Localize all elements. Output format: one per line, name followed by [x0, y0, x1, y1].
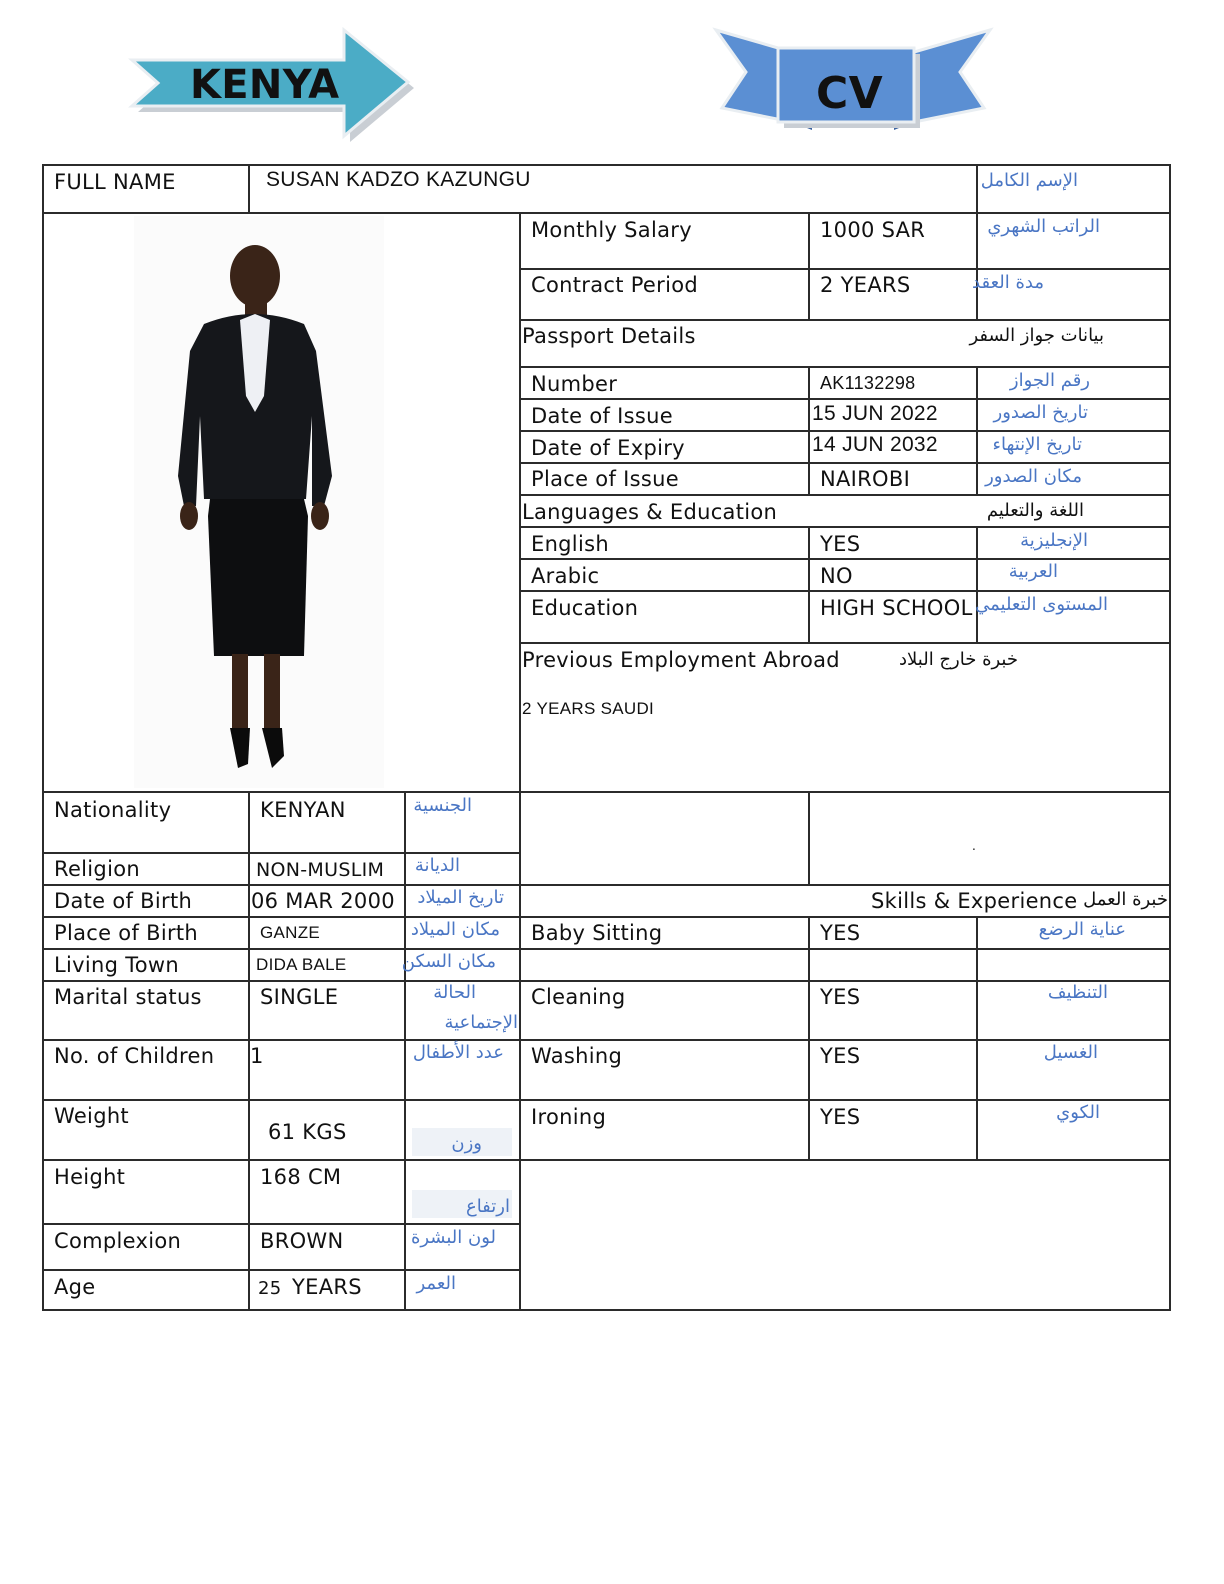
employment-value: 2 YEARS SAUDI — [522, 699, 655, 718]
monthly-salary-label: Monthly Salary — [531, 218, 692, 242]
contract-period-arabic: مدة العقد — [972, 272, 1044, 293]
english-label: English — [531, 532, 609, 556]
complexion-label: Complexion — [54, 1229, 182, 1253]
cv-ribbon-banner — [712, 26, 994, 136]
weight-label: Weight — [54, 1104, 129, 1128]
passport-number-label: Number — [531, 372, 618, 396]
marital-status-value: SINGLE — [260, 985, 339, 1009]
monthly-salary-value: 1000 SAR — [820, 218, 926, 242]
date-of-issue-label: Date of Issue — [531, 404, 673, 428]
full-name-label: FULL NAME — [54, 170, 176, 194]
english-value: YES — [820, 532, 861, 556]
weight-arabic: وزن — [451, 1133, 482, 1154]
cleaning-arabic: التنظيف — [1047, 982, 1108, 1003]
nationality-value: KENYAN — [260, 798, 346, 822]
languages-title: Languages & Education — [522, 500, 778, 524]
education-value: HIGH SCHOOL — [820, 596, 973, 620]
kenya-arrow-banner — [128, 26, 420, 146]
cv-banner-text: CV — [816, 68, 883, 119]
arabic-value: NO — [820, 564, 853, 588]
employment-title: Previous Employment Abroad — [522, 648, 840, 672]
ironing-label: Ironing — [531, 1105, 607, 1129]
children-value: 1 — [250, 1044, 264, 1068]
date-of-expiry-label: Date of Expiry — [531, 436, 685, 460]
baby-sitting-arabic: عناية الرضع — [1038, 919, 1126, 940]
complexion-value: BROWN — [260, 1229, 344, 1253]
date-of-issue-arabic: تاريخ الصدور — [993, 402, 1088, 423]
full-name-value: SUSAN KADZO KAZUNGU — [266, 168, 531, 191]
skills-title-arabic: خبرة العمل — [1083, 889, 1168, 910]
religion-arabic: الديانة — [414, 855, 460, 876]
education-arabic: المستوى التعليمي — [975, 594, 1108, 615]
baby-sitting-value: YES — [820, 921, 861, 945]
age-value-unit: YEARS — [292, 1275, 362, 1299]
contract-period-label: Contract Period — [531, 273, 698, 297]
age-value-number: 25 — [258, 1278, 282, 1299]
arabic-arabic: العربية — [1008, 561, 1058, 582]
place-of-birth-value: GANZE — [260, 923, 321, 942]
height-label: Height — [54, 1165, 126, 1189]
religion-label: Religion — [54, 857, 140, 881]
children-arabic: عدد الأطفال — [412, 1042, 504, 1063]
weight-value: 61 KGS — [268, 1120, 347, 1144]
date-of-birth-label: Date of Birth — [54, 889, 193, 913]
age-label: Age — [54, 1275, 96, 1299]
full-name-arabic: الإسم الكامل — [980, 170, 1078, 191]
height-value: 168 CM — [260, 1165, 342, 1189]
washing-label: Washing — [531, 1044, 623, 1068]
passport-number-value: AK1132298 — [820, 373, 916, 393]
washing-arabic: الغسيل — [1043, 1042, 1098, 1063]
arabic-label: Arabic — [531, 564, 600, 588]
height-arabic: ارتفاع — [465, 1196, 510, 1217]
living-town-arabic: مكان السكن — [401, 951, 496, 972]
monthly-salary-arabic: الراتب الشهري — [987, 216, 1100, 237]
religion-value: NON-MUSLIM — [256, 859, 385, 881]
country-banner-text: KENYA — [190, 62, 340, 108]
date-of-issue-value: 15 JUN 2022 — [812, 402, 938, 425]
english-arabic: الإنجليزية — [1020, 530, 1088, 551]
languages-title-arabic: اللغة والتعليم — [986, 500, 1084, 521]
marital-status-arabic-1: الحالة — [433, 982, 476, 1003]
ironing-arabic: الكوي — [1056, 1102, 1100, 1123]
contract-period-value: 2 YEARS — [820, 273, 911, 297]
place-of-issue-value: NAIROBI — [820, 467, 911, 491]
place-of-issue-arabic: مكان الصدور — [985, 466, 1082, 487]
education-label: Education — [531, 596, 639, 620]
age-arabic: العمر — [416, 1273, 456, 1294]
date-of-birth-arabic: تاريخ الميلاد — [417, 887, 504, 908]
cleaning-label: Cleaning — [531, 985, 626, 1009]
passport-number-arabic: رقم الجواز — [1009, 370, 1090, 391]
ironing-value: YES — [820, 1105, 861, 1129]
marital-status-label: Marital status — [54, 985, 202, 1009]
complexion-arabic: لون البشرة — [410, 1227, 496, 1248]
date-of-birth-value: 06 MAR 2000 — [251, 889, 395, 913]
washing-value: YES — [820, 1044, 861, 1068]
marital-status-arabic-2: الإجتماعية — [444, 1012, 518, 1033]
cleaning-value: YES — [820, 985, 861, 1009]
place-of-issue-label: Place of Issue — [531, 467, 679, 491]
date-of-expiry-arabic: تاريخ الإنتهاء — [992, 434, 1082, 455]
person-photo-icon — [134, 216, 384, 788]
passport-title: Passport Details — [522, 324, 696, 348]
skills-title: Skills & Experience — [871, 889, 1078, 913]
employment-title-arabic: خبرة خارج البلاد — [899, 649, 1018, 670]
children-label: No. of Children — [54, 1044, 215, 1068]
nationality-label: Nationality — [54, 798, 172, 822]
passport-title-arabic: بيانات جواز السفر — [969, 325, 1104, 346]
living-town-label: Living Town — [54, 953, 180, 977]
living-town-value: DIDA BALE — [256, 955, 347, 974]
stray-dot: . — [972, 839, 977, 853]
baby-sitting-label: Baby Sitting — [531, 921, 663, 945]
place-of-birth-label: Place of Birth — [54, 921, 199, 945]
nationality-arabic: الجنسية — [413, 795, 472, 816]
date-of-expiry-value: 14 JUN 2032 — [812, 433, 938, 456]
place-of-birth-arabic: مكان الميلاد — [410, 919, 500, 940]
candidate-photo — [134, 216, 384, 788]
